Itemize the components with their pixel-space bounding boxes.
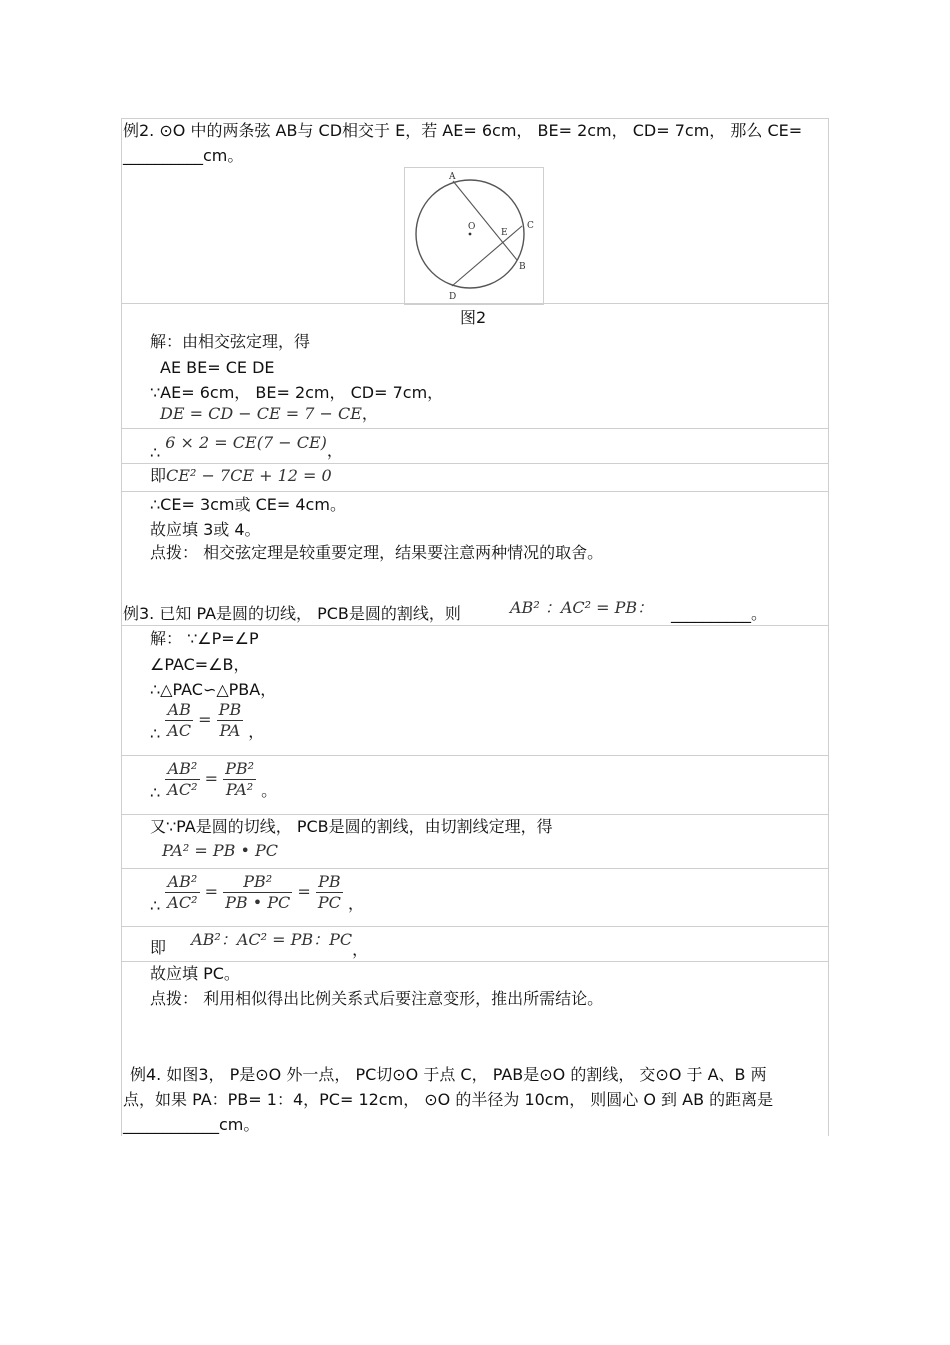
svg-text:O: O xyxy=(468,222,476,232)
svg-text:E: E xyxy=(501,228,508,238)
ex3-fraction-line: ∴ $\frac{\text{AB²}}{\text{AC²}}$ = $\frac{\text{PB²}}{\text{PA²}}$ 。 xyxy=(150,759,278,802)
ex3-fraction-line: ∴ $\frac{AB}{AC}$ = $\frac{PB}{PA}$ ， xyxy=(150,700,265,743)
ex2-solution-line: ∴ 6 × 2 = CE(7 − CE)， xyxy=(150,433,343,462)
math-formula: CE² − 7CE + 12 = 0 xyxy=(166,466,332,485)
rule-right xyxy=(828,118,829,1136)
answer-blank: __________ xyxy=(123,146,203,165)
fraction: $\frac{\text{AB²}}{\text{AC²}}$ xyxy=(167,872,198,912)
svg-text:A: A xyxy=(449,172,456,182)
figure-caption: 图2 xyxy=(460,308,487,327)
fraction: $\frac{\text{AB²}}{\text{AC²}}$ xyxy=(167,759,198,799)
svg-text:B: B xyxy=(519,262,526,272)
ex2-solution-line: DE = CD − CE = 7 − CE， xyxy=(160,404,378,423)
ex3-solution-line: 故应填 PC。 xyxy=(150,964,240,983)
equals-sign: = xyxy=(297,882,311,901)
ex3-question: 例3. 已知 PA是圆的切线， PCB是圆的割线，则 xyxy=(123,604,461,623)
math-formula: DE = CD − CE = 7 − CE xyxy=(160,404,362,423)
ex3-fraction-line: ∴ $\frac{\text{AB²}}{\text{AC²}}$ = $\frac{\text{PB²}}{PB • PC}$ = $\frac{PB}{PC}$ ， xyxy=(150,872,364,915)
circle-diagram xyxy=(405,168,543,304)
rule xyxy=(121,868,829,869)
ex2-solution-line: ∴CE= 3cm或 CE= 4cm。 xyxy=(150,495,346,514)
ex3-solution-line: ∴△PAC∽△PBA， xyxy=(150,680,277,699)
ex3-solution-intro: 解： ∵∠P=∠P xyxy=(150,629,259,648)
ex2-question: 例2. ⊙O 中的两条弦 AB与 CD相交于 E，若 AE= 6cm， BE= 2cm， CD= 7cm， 那么 CE= xyxy=(123,121,803,140)
ex4-question-line: 点，如果 PA：PB= 1：4，PC= 12cm， ⊙O 的半径为 10cm， 则圆心 O 到 AB 的距离是 xyxy=(123,1090,774,1109)
rule xyxy=(121,814,829,815)
math-formula: AB² ：AC² = PB： xyxy=(510,598,654,617)
ex3-solution-line: 又∵PA是圆的切线， PCB是圆的割线，由切割线定理，得 xyxy=(150,817,553,836)
ex2-solution-line: 故应填 3或 4。 xyxy=(150,520,261,539)
fraction: $\frac{PB}{PA}$ xyxy=(218,700,242,740)
fraction: $\frac{\text{PB²}}{PB • PC}$ xyxy=(225,872,291,912)
rule xyxy=(121,491,829,492)
math-formula: AB²：AC² = PB：PC xyxy=(191,930,353,949)
ex2-solution-intro: 解：由相交弦定理，得 xyxy=(150,332,311,351)
ex2-solution-line: ∵AE= 6cm， BE= 2cm， CD= 7cm， xyxy=(150,383,444,402)
ex2-solution-line: 即CE² − 7CE + 12 = 0 xyxy=(150,466,332,485)
rule xyxy=(121,463,829,464)
svg-text:D: D xyxy=(449,292,457,302)
ex2-blank-line: __________cm。 xyxy=(123,146,244,165)
ex4-question-line: 例4. 如图3， P是⊙O 外一点， PC切⊙O 于点 C， PAB是⊙O 的割线， 交⊙O 于 A、B 两 xyxy=(130,1065,767,1084)
figure-2 xyxy=(404,167,544,305)
svg-text:C: C xyxy=(527,221,534,231)
answer-blank: __________。 xyxy=(671,604,768,623)
rule xyxy=(121,961,829,962)
rule xyxy=(121,755,829,756)
equals-sign: = xyxy=(204,769,218,788)
ex2-solution-line: AE BE= CE DE xyxy=(160,358,275,377)
rule xyxy=(121,926,829,927)
ex2-hint: 点拨： 相交弦定理是较重要定理，结果要注意两种情况的取舍。 xyxy=(150,543,604,562)
rule-top xyxy=(121,118,829,119)
ex3-hint: 点拨： 利用相似得出比例关系式后要注意变形，推出所需结论。 xyxy=(150,989,604,1008)
fraction: $\frac{AB}{AC}$ xyxy=(167,700,192,740)
rule xyxy=(121,625,829,626)
fraction: $\frac{PB}{PC}$ xyxy=(317,872,341,912)
math-formula: 6 × 2 = CE(7 − CE) xyxy=(165,433,327,452)
ex3-solution-line: 即 AB²：AC² = PB：PC， xyxy=(150,930,369,959)
ex3-solution-line: ∠PAC=∠B， xyxy=(150,655,250,674)
fraction: $\frac{\text{PB²}}{\text{PA²}}$ xyxy=(225,759,255,799)
rule-left xyxy=(121,118,122,1136)
rule xyxy=(121,428,829,429)
ex4-blank-line: ____________cm。 xyxy=(123,1115,260,1134)
equals-sign: = xyxy=(198,710,212,729)
answer-blank: ____________ xyxy=(123,1115,219,1134)
equals-sign: = xyxy=(204,882,218,901)
math-formula: PA² = PB • PC xyxy=(162,841,278,860)
